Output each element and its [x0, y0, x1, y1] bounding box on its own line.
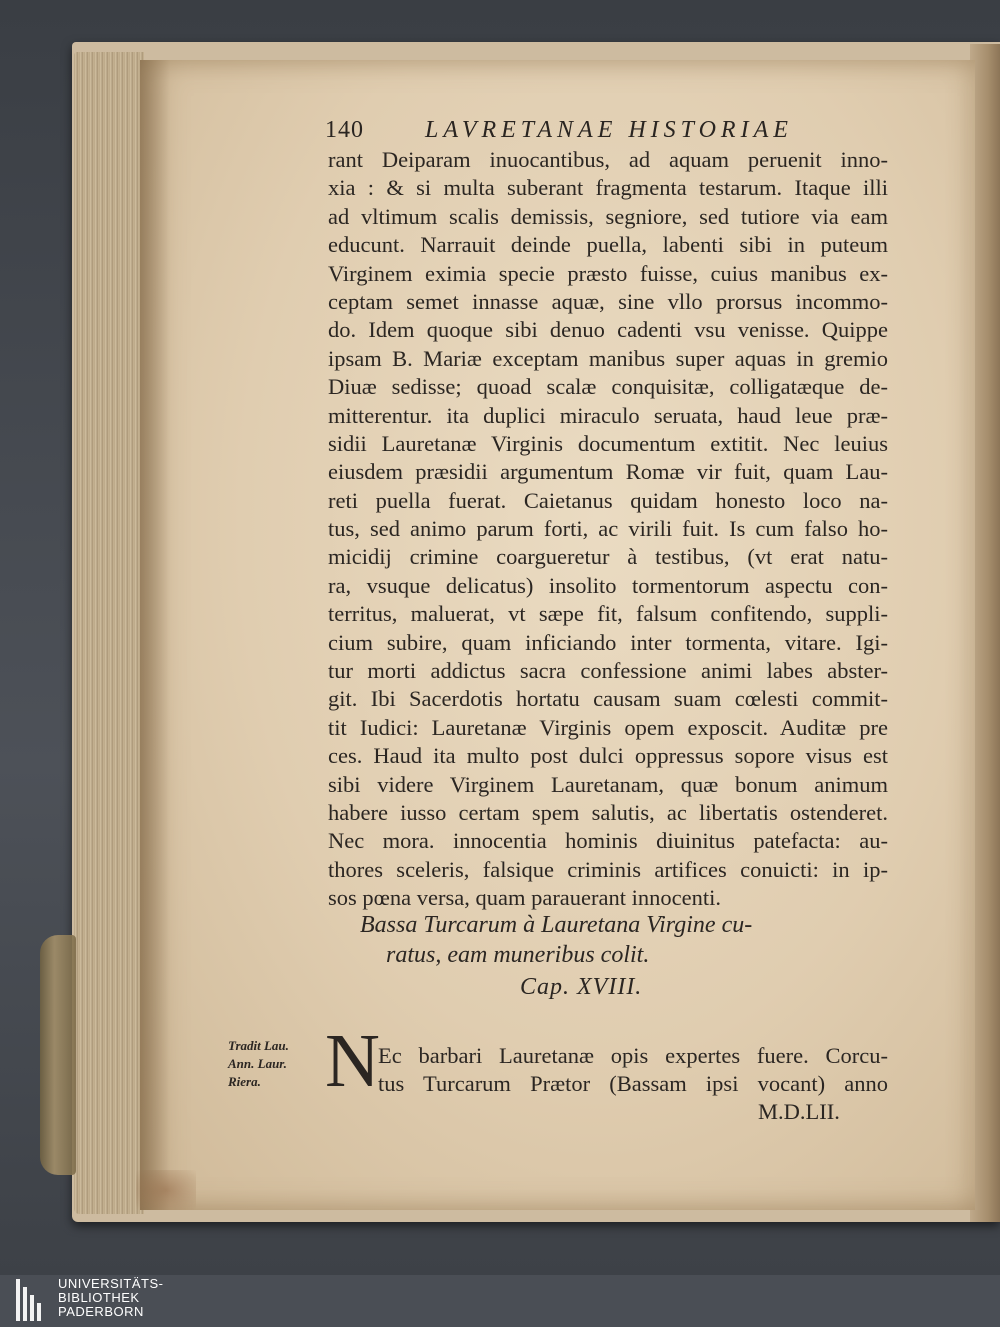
drop-cap: N [325, 1019, 380, 1103]
text-line: Ec barbari Lauretanæ opis expertes fuere. Corcu- [378, 1043, 888, 1068]
gutter-shadow [140, 60, 170, 1210]
library-logo-icon [16, 1279, 46, 1321]
text-line: ces. Haud ita multo post dulci oppressus sopore visus est [328, 743, 888, 769]
chapter-heading [360, 910, 860, 1002]
text-line: tus Turcarum Prætor (Bassam ipsi vocant) anno [378, 1071, 888, 1097]
text-line: sidii Lauretanæ Virginis documentum extitit. Nec leuius [328, 430, 888, 456]
page-number: 140 [325, 117, 364, 143]
text-line: sos pœna versa, quam parauerant innocenti. [328, 885, 721, 911]
text-line: tit Iudici: Lauretanæ Virginis opem exposcit. Auditæ pre [328, 714, 888, 740]
page-edges [74, 52, 144, 1214]
text-line: Nec mora. innocentia hominis diuinitus patefacta: au- [328, 828, 888, 854]
text-line: ipsam B. Mariæ exceptam manibus super aquas in gremio [328, 345, 888, 371]
library-name-line: UNIVERSITÄTS- [58, 1276, 164, 1291]
margin-note-line: Riera. [228, 1074, 261, 1089]
text-line: territus, maluerat, vt sæpe fit, falsum confitendo, suppli- [328, 601, 888, 627]
chapter-opening-text [378, 1042, 888, 1099]
text-line: xia : & si multa suberant fragmenta testarum. Itaque illi [328, 175, 888, 201]
text-line: cium subire, quam inficiando inter tormenta, vitare. Igi- [328, 629, 888, 655]
chapter-number: Cap. XVIII. [520, 974, 643, 1000]
text-line: ad vltimum scalis demissis, segniore, sed tutiore via eam [328, 203, 888, 229]
text-line: ra, vsuque delicatus) insolito tormentorum aspectu con- [328, 572, 888, 598]
bookmark-ribbon [40, 935, 76, 1175]
chapter-title-line: Bassa Turcarum à Lauretana Virgine cu- [360, 912, 753, 938]
text-line: educunt. Narrauit deinde puella, labenti sibi in puteum [328, 232, 888, 258]
running-title: LAVRETANAE HISTORIAE [425, 117, 793, 143]
text-line: git. Ibi Sacerdotis hortatu causam suam cœlesti commit- [328, 686, 888, 712]
text-line: tus, sed animo parum forti, ac virili fuit. Is cum falso ho- [328, 516, 888, 542]
text-line: mitterentur. ita duplici miraculo seruata, haud leue præ- [328, 402, 888, 428]
text-line: thores sceleris, falsique criminis artifices conuicti: in ip- [328, 856, 888, 882]
text-line: habere iusso certam spem salutis, ac libertatis ostenderet. [328, 799, 888, 825]
library-name-line: PADERBORN [58, 1304, 144, 1319]
margin-note-line: Ann. Laur. [228, 1056, 287, 1071]
library-name [58, 1277, 163, 1319]
margin-note [228, 1037, 318, 1091]
catchword: M.D.LII. [758, 1099, 840, 1124]
text-line: eiusdem præsidii argumentum Romæ vir fuit, quam Lau- [328, 459, 888, 485]
text-line: rant Deiparam inuocantibus, ad aquam peruenit inno- [328, 147, 888, 172]
text-line: micidij crimine coargueretur à testibus, (vt erat natu- [328, 544, 888, 570]
text-line: sibi videre Virginem Lauretanam, quæ bonum animum [328, 771, 888, 797]
page-stain [136, 1170, 196, 1210]
library-footer [0, 1275, 1000, 1327]
chapter-title-line: ratus, eam muneribus colit. [386, 942, 650, 968]
text-line: reti puella fuerat. Caietanus quidam honesto loco na- [328, 487, 888, 513]
text-line: do. Idem quoque sibi denuo cadenti vsu venisse. Quippe [328, 317, 888, 343]
body-text [328, 146, 888, 913]
margin-note-line: Tradit Lau. [228, 1038, 289, 1053]
text-line: Diuæ sedisse; quoad scalæ conquisitæ, colligatæque de- [328, 374, 888, 400]
library-name-line: BIBLIOTHEK [58, 1290, 140, 1305]
running-header [325, 117, 825, 147]
text-line: tur morti addictus sacra confessione animi labes abster- [328, 658, 888, 684]
text-line: ceptam semet innasse aquæ, sine vllo prorsus incommo- [328, 288, 888, 314]
text-line: Virginem eximia specie præsto fuisse, cuius manibus ex- [328, 260, 888, 286]
